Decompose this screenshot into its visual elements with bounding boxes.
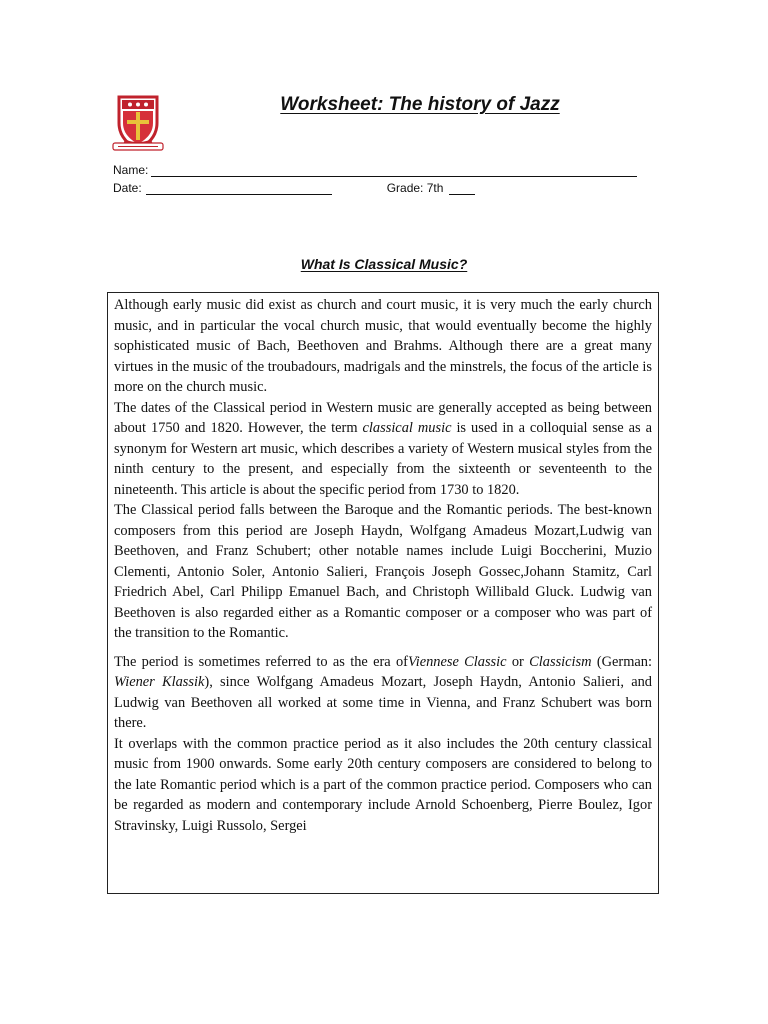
article-text-box	[107, 292, 659, 894]
article-paragraph: The Classical period falls between the Baroque and the Romantic periods. The best-known composers from this period are Joseph Haydn, Wolfgang Amadeus Mozart,Ludwig van Beethoven, and Franz Schubert; other notable names include Luigi Boccherini, Muzio Clementi, Antonio Soler, Antonio Salieri, François Joseph Gossec,Johann Stamitz, Carl Friedrich Abel, Carl Philipp Emanuel Bach, and Christoph Willibald Gluck. Ludwig van Beethoven is also regarded either as a Romantic composer or a composer who was part of the transition to the Romantic.	[114, 502, 652, 641]
name-label: Name:	[113, 163, 149, 177]
date-input-line[interactable]	[146, 182, 332, 195]
name-field-row	[113, 163, 637, 177]
article-paragraph: It overlaps with the common practice period as it also includes the 20th century classical music from 1900 onwards. Some early 20th century composers are considered to belong to the late Romantic period which is a part of the common practice period. Composers who can be regarded as modern and contemporary include Arnold Schoenberg, Pierre Boulez, Igor Stravinsky, Luigi Russolo, Sergei	[114, 735, 652, 834]
school-crest-icon	[109, 93, 167, 153]
date-field-row	[113, 181, 475, 195]
grade-label: Grade: 7th	[386, 181, 444, 195]
grade-input-line[interactable]	[449, 182, 475, 195]
date-label: Date:	[113, 181, 142, 195]
section-title: What Is Classical Music?	[300, 256, 468, 272]
worksheet-title: Worksheet: The history of Jazz	[280, 94, 560, 115]
name-input-line[interactable]	[151, 164, 637, 177]
article-paragraph: The period is sometimes referred to as the era ofViennese Classic or Classicism (German: Wiener Klassik), since Wolfgang Amadeus Mozart, Joseph Haydn, Antonio Salieri, and Ludwig van Beethoven all worked at some time in Vienna, and Franz Schubert was born there.	[114, 653, 652, 731]
article-paragraph: Although early music did exist as church and court music, it is very much the early church music, and in particular the vocal church music, that would eventually become the highly sophisticated music of Bach, Beethoven and Brahms. Although there are a great many virtues in the music of the troubadours, madrigals and the minstrels, the focus of the article is more on the church music.	[114, 297, 652, 395]
article-paragraph: The dates of the Classical period in Western music are generally accepted as being between about 1750 and 1820. However, the term classical music is used in a colloquial sense as a synonym for Western art music, which describes a variety of Western musical styles from the ninth century to the present, and especially from the sixteenth or seventeenth to the nineteenth. This article is about the specific period from 1730 to 1820.	[114, 399, 652, 498]
